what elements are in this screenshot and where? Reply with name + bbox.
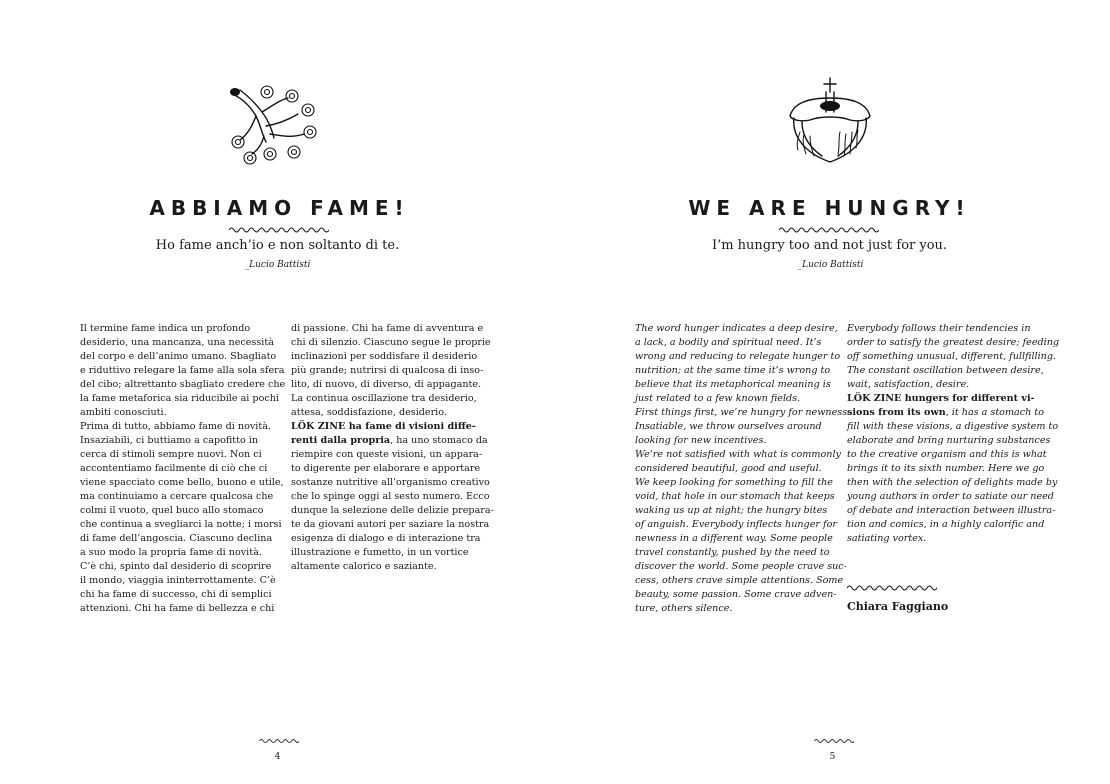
text-line: Prima di tutto, abbiamo fame di novità. [80,421,271,432]
epigraph-author: _Lucio Battisti [797,260,864,270]
text-column-1 [80,322,286,616]
text-line: più grande; nutrirsi di qualcosa di inso- [291,365,484,376]
text-line: brings it to its sixth number. Here we go [847,463,1045,474]
text-line [847,406,1047,420]
text-line: ture, others silence. [635,603,733,614]
text-line: wrong and reducing to relegate hunger to [635,351,841,362]
text-line: wait, satisfaction, desire. [847,379,970,390]
text-line: The word hunger indicates a deep desire, [635,323,838,334]
text-line: ma continuiamo a cercare qualcosa che [80,491,274,502]
text-line: We’re not satisfied with what is commonly [635,449,841,460]
text-line: Insatiable, we throw ourselves around [635,421,822,432]
text-line: colmi il vuoto, quel buco allo stomaco [80,505,264,516]
text-line: attenzioni. Chi ha fame di bellezza e chi [80,603,275,614]
text-line: attesa, soddisfazione, desiderio. [291,407,447,418]
text-line: fill with these visions, a digestive system to [847,421,1059,432]
title-wave-divider [229,225,329,235]
text-line: order to satisfy the greatest desire; feeding [847,337,1060,348]
text-line: che lo spinge oggi al sesto numero. Ecco [291,491,490,502]
bold-text-line: LÖK ZINE ha fame di visioni diffe- [291,421,476,432]
text-line: The constant oscillation between desire, [847,365,1044,376]
page-number: 5 [829,752,836,762]
text-line: to digerente per elaborare e apportare [291,463,481,474]
text-line: del cibo; altrettanto sbagliato credere che [80,379,286,390]
mushroom-with-roots-icon [780,76,880,166]
text-line: a suo modo la propria fame di novità. [80,547,262,558]
text-line: del corpo e dell’animo umano. Sbagliato [80,351,277,362]
text-line: la fame metaforica sia riducibile ai pochi [80,393,279,404]
text-line: chi ha fame di successo, chi di semplici [80,589,272,600]
text-line: sostanze nutritive all’organismo creativo [291,477,490,488]
text-line: esigenza di dialogo e di interazione tra [291,533,481,544]
text-line: considered beautiful, good and useful. [635,463,822,474]
bold-text: sions from its own [847,407,946,418]
signature-wave-divider [847,583,937,593]
text-line: Insaziabili, ci buttiamo a capofitto in [80,435,259,446]
text-column-2 [291,322,494,574]
page-title: WE ARE HUNGRY! [688,196,971,220]
epigraph-quote: I’m hungry too and not just for you. [711,238,948,253]
text-line: discover the world. Some people crave suc- [635,561,847,572]
branch-with-flowers-icon [222,76,322,166]
text-line: accontentiamo facilmente di ciò che ci [80,463,268,474]
text-line: beauty, some passion. Some crave adven- [635,589,837,600]
text-line: of debate and interaction between illustra- [847,505,1056,516]
text-line: Il termine fame indica un profondo [80,323,251,334]
text-line: then with the selection of delights made by [847,477,1058,488]
text-line: dunque la selezione delle delizie prepara- [291,505,494,516]
text-line: of anguish. Everybody inflects hunger for [635,519,837,530]
text-line: just related to a few known fields. [635,393,801,404]
bold-text-line: LÖK ZINE hungers for different vi- [847,393,1035,404]
page-number: 4 [274,752,281,762]
text-line: nutrition; at the same time it’s wrong to [635,365,831,376]
text-line: We keep looking for something to fill the [635,477,833,488]
epigraph-quote: Ho fame anch’io e non soltanto di te. [155,238,400,253]
signature: Chiara Faggiano [847,600,949,613]
text-line: void, that hole in our stomach that keeps [635,491,835,502]
text-line: a lack, a bodily and spiritual need. It’s [635,337,822,348]
text-line: young authors in order to satiate our need [847,491,1054,502]
epigraph-author: _Lucio Battisti [244,260,311,270]
text-line: riempire con queste visioni, un appara- [291,449,483,460]
text-line: illustrazione e fumetto, in un vortice [291,547,469,558]
text-line: viene spacciato come bello, buono e utile, [80,477,284,488]
text-line: to the creative organism and this is what [847,449,1047,460]
text-line: ambiti conosciuti. [80,407,167,418]
text-line: e riduttivo relegare la fame alla sola sfera [80,365,285,376]
text-line: che continua a svegliarci la notte; i morsi [80,519,282,530]
text-line: satiating vortex. [847,533,927,544]
text-fragment: , it has a stomach to [945,407,1045,418]
text-line: desiderio, una mancanza, una necessità [80,337,274,348]
page-title: ABBIAMO FAME! [149,196,410,220]
text-line: La continua oscillazione tra desiderio, [291,393,477,404]
text-line: off something unusual, different, fullfilling. [847,351,1057,362]
text-line: believe that its metaphorical meaning is [635,379,831,390]
bold-text: renti dalla propria [291,435,391,446]
page-number-wave [255,737,299,745]
text-line: chi di silenzio. Ciascuno segue le proprie [291,337,491,348]
text-line: di passione. Chi ha fame di avventura e [291,323,484,334]
text-line: waking us up at night; the hungry bites [635,505,828,516]
text-fragment: , ha uno stomaco da [390,435,488,446]
text-line: elaborate and bring nurturing substances [847,435,1051,446]
text-line: C’è chi, spinto dal desiderio di scoprire [80,561,272,572]
text-line: inclinazioni per soddisfare il desiderio [291,351,478,362]
text-line: lito, di nuovo, di diverso, di appagante. [291,379,482,390]
text-line: te da giovani autori per saziare la nostra [291,519,490,530]
text-line: cerca di stimoli sempre nuovi. Non ci [80,449,262,460]
page-number-wave [810,737,854,745]
text-column-2 [847,322,1060,546]
right-page [555,0,1110,784]
text-line: newness in a different way. Some people [635,533,833,544]
text-line: altamente calorico e saziante. [291,561,437,572]
text-line: travel constantly, pushed by the need to [635,547,830,558]
text-line: Everybody follows their tendencies in [847,323,1031,334]
title-wave-divider [779,225,879,235]
text-line: tion and comics, in a highly calorific and [847,519,1045,530]
text-line: First things first, we’re hungry for newness. [635,407,851,418]
text-line: looking for new incentives. [635,435,767,446]
text-line [291,434,491,448]
text-line: di fame dell’angoscia. Ciascuno declina [80,533,273,544]
text-line: cess, others crave simple attentions. Some [635,575,844,586]
text-column-1 [635,322,851,616]
text-line: il mondo, viaggia ininterrottamente. C’è [80,575,276,586]
